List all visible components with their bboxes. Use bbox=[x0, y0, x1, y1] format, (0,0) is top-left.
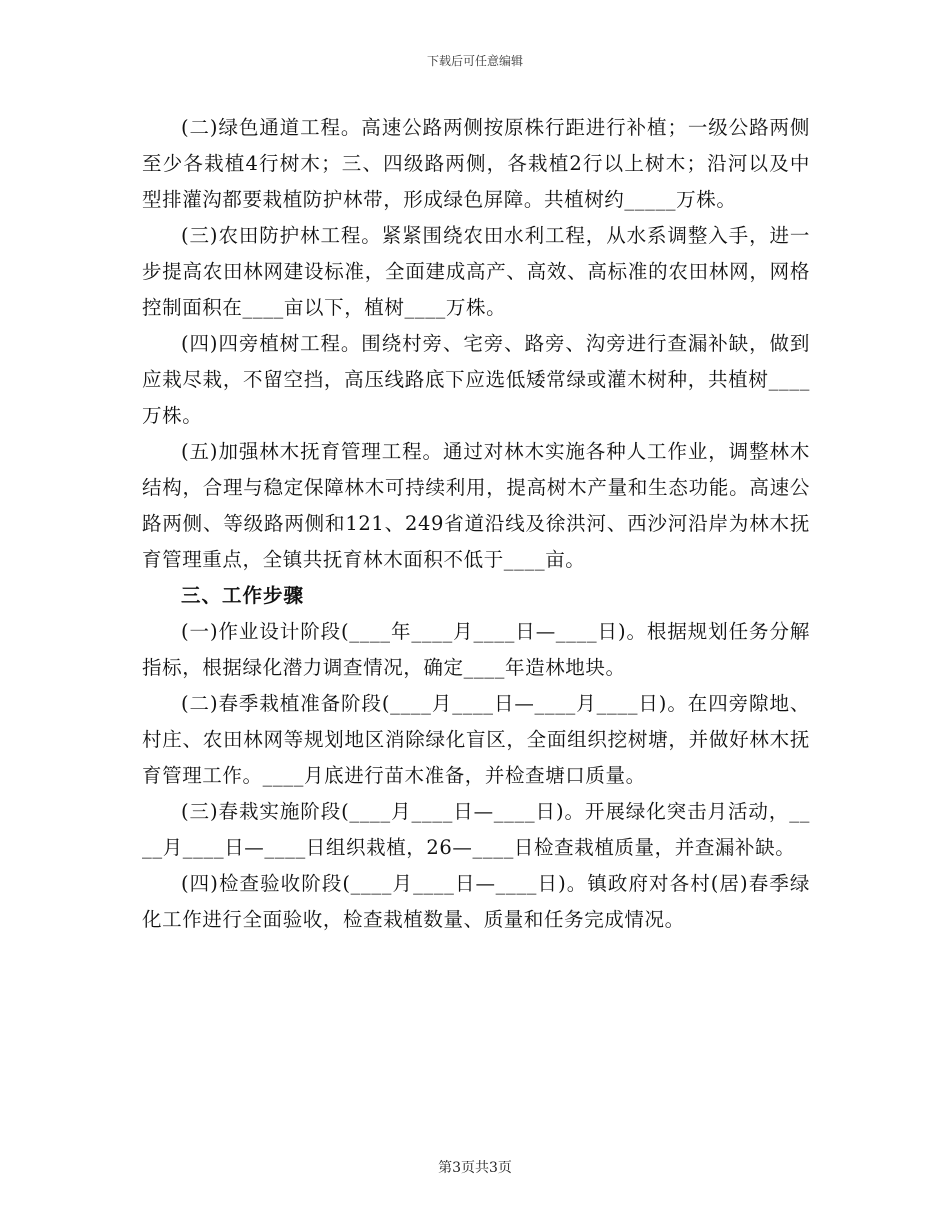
paragraph-forest-tending: (五)加强林木抚育管理工程。通过对林木实施各种人工作业，调整林木结构，合理与稳定保障林木可持续利用，提高树木产量和生态功能。高速公路两侧、等级路两侧和121、249省道沿线及徐洪河、西沙河沿岸为林木抚育管理重点，全镇共抚育林木面积不低于____亩。 bbox=[142, 440, 810, 571]
paragraph-green-corridor: (二)绿色通道工程。高速公路两侧按原株行距进行补植；一级公路两侧至少各栽植4行树木；三、四级路两侧，各栽植2行以上树木；沿河以及中型排灌沟都要栽植防护林带，形成绿色屏障。共植树约_____万株。 bbox=[142, 116, 810, 211]
step-design-phase: (一)作业设计阶段(____年____月____日—____日)。根据规划任务分解指标，根据绿化潜力调查情况，确定____年造林地块。 bbox=[142, 620, 810, 679]
paragraph-farmland-shelterbelt: (三)农田防护林工程。紧紧围绕农田水利工程，从水系调整入手，进一步提高农田林网建设标准，全面建成高产、高效、高标准的农田林网，网格控制面积在____亩以下，植树____万株。 bbox=[142, 224, 810, 319]
document-body bbox=[142, 110, 810, 938]
step-implementation-phase: (三)春栽实施阶段(____月____日—____日)。开展绿化突击月活动，____月____日—____日组织栽植，26—____日检查栽植质量，并查漏补缺。 bbox=[142, 800, 810, 859]
section-heading-work-steps: 三、工作步骤 bbox=[181, 584, 305, 607]
page-footer: 第3页共3页 bbox=[438, 1160, 512, 1176]
step-preparation-phase: (二)春季栽植准备阶段(____月____日—____月____日)。在四旁隙地、村庄、农田林网等规划地区消除绿化盲区，全面组织挖树塘，并做好林木抚育管理工作。____月底进行苗木准备，并检查塘口质量。 bbox=[142, 692, 810, 787]
paragraph-four-side-planting: (四)四旁植树工程。围绕村旁、宅旁、路旁、沟旁进行查漏补缺，做到应栽尽栽，不留空挡，高压线路底下应选低矮常绿或灌木树种，共植树____万株。 bbox=[142, 332, 810, 427]
step-acceptance-phase: (四)检查验收阶段(____月____日—____日)。镇政府对各村(居)春季绿化工作进行全面验收，检查栽植数量、质量和任务完成情况。 bbox=[142, 872, 810, 931]
page-header: 下载后可任意编辑 bbox=[426, 54, 523, 68]
